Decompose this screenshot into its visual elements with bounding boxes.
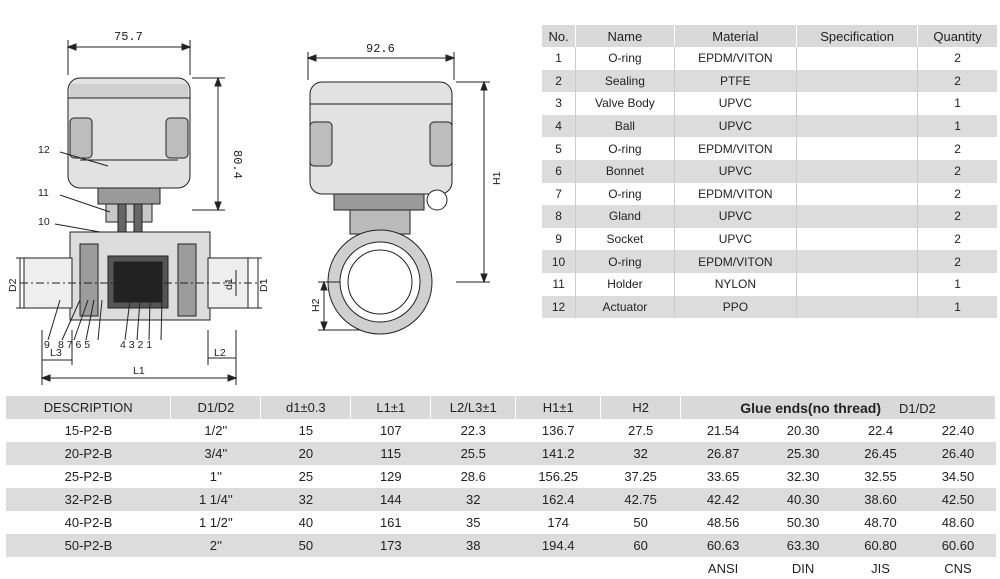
table-cell [797,70,918,93]
table-cell: PPO [674,296,796,319]
column-header: Name [576,25,675,47]
table-row [6,465,996,488]
table-row [542,70,997,93]
table-row [6,534,996,557]
table-cell: 27.5 [627,423,654,438]
table-cell: 32.30 [786,469,820,484]
standard-label: ANSI [681,557,766,579]
table-cell: 37.25 [624,469,657,484]
table-cell: 194.4 [516,534,601,557]
table-cell: 60 [601,534,681,557]
table-cell: 2 [918,160,997,183]
table-cell: 50 [633,515,648,530]
column-header: No. [542,25,576,47]
table-cell: 1/2'' [204,423,228,438]
table-cell [797,115,918,138]
table-cell: 6 [542,160,576,183]
table-row [542,183,997,206]
table-row [542,47,997,70]
table-cell: 2 [542,70,576,93]
table-cell: 25-P2-B [64,469,113,484]
table-cell: 15 [298,423,314,438]
table-cell: 25 [298,469,314,484]
table-cell: EPDM/VITON [674,250,796,273]
table-cell: Sealing [576,70,675,93]
table-cell: 32 [601,442,681,465]
table-row [542,160,997,183]
table-cell: 32-P2-B [6,488,171,511]
callout-11: 11 [38,187,49,199]
table-row [6,442,996,465]
table-cell: 7 [542,183,576,206]
spec-body [6,419,996,557]
column-header: H2 [601,396,681,419]
table-cell: 2 [918,250,997,273]
table-cell: Socket [576,228,675,251]
callout-12: 12 [38,144,50,156]
table-row [542,115,997,138]
table-cell: 144 [351,488,431,511]
table-cell: UPVC [674,205,796,228]
table-cell: 1'' [209,469,222,484]
table-cell: 2 [954,141,961,156]
table-cell: 22.4 [867,423,894,438]
table-cell: 4 [542,115,576,138]
table-cell: 40 [298,515,314,530]
table-cell: 40.30 [766,488,841,511]
standards-spacer [6,557,681,579]
callouts-4-1: 4 3 2 1 [120,339,153,351]
dim-D2-label: D2 [7,278,19,292]
table-cell: 2 [918,205,997,228]
table-cell: 2 [954,186,961,201]
table-cell: UPVC [674,92,796,115]
column-header: L2/L3±1 [431,396,516,419]
table-cell: 38.60 [841,488,921,511]
table-cell: 136.7 [541,423,575,438]
column-header: d1±0.3 [261,396,351,419]
table-cell: 34.50 [941,469,975,484]
table-cell: O-ring [576,250,675,273]
table-cell: Gland [576,205,675,228]
table-cell: 38 [431,534,516,557]
table-row [6,419,996,442]
dim-L1-label: L1 [133,365,145,377]
column-header: DESCRIPTION [6,396,171,419]
column-header: Material [674,25,796,47]
table-cell: 22.3 [460,423,486,438]
table-cell: 25.30 [766,442,841,465]
glue-ends-title: Glue ends(no thread) [740,399,882,416]
table-row [6,511,996,534]
table-cell: 129 [379,469,402,484]
table-cell [797,228,918,251]
standard-label: DIN [766,557,841,579]
table-cell [797,205,918,228]
callout-10: 10 [38,216,50,228]
dim-actuator-height: 80.4 [230,150,244,179]
table-cell: 60.60 [920,534,995,557]
table-cell: 3 [542,92,576,115]
table-cell: Bonnet [576,160,675,183]
table-cell: 21.54 [706,423,740,438]
dim-h1-label: H1 [491,171,503,185]
table-cell: UPVC [674,228,796,251]
table-cell: 60.63 [681,534,766,557]
table-cell: 11 [542,273,576,296]
table-cell: EPDM/VITON [674,137,796,160]
table-cell: 3/4'' [171,442,261,465]
table-cell: UPVC [674,115,796,138]
table-cell: 26.87 [681,442,766,465]
table-cell [797,47,918,70]
table-cell: 20-P2-B [6,442,171,465]
standard-label: JIS [841,557,921,579]
table-cell: 32.55 [864,469,897,484]
spec-table [6,396,996,579]
glue-ends-subtitle: D1/D2 [899,400,936,416]
table-cell: 15-P2-B [64,423,113,438]
standard-label: CNS [920,557,995,579]
table-cell: 50.30 [786,515,820,530]
table-cell: 50-P2-B [6,534,171,557]
table-row [542,250,997,273]
table-cell: 115 [351,442,431,465]
table-row [542,92,997,115]
table-cell: 20.30 [786,423,820,438]
dim-D1-label: D1 [258,278,270,292]
table-cell: 48.60 [941,515,975,530]
table-cell: 26.40 [920,442,995,465]
table-cell: 60.80 [841,534,921,557]
standards-row [6,557,996,579]
parts-header-row [542,25,997,47]
table-cell: 35 [466,515,481,530]
table-cell: 5 [542,137,576,160]
column-header: H1±1 [516,396,601,419]
column-header: Quantity [918,25,997,47]
table-cell: Holder [576,273,675,296]
table-cell: 42.75 [601,488,681,511]
table-cell: Valve Body [576,92,675,115]
table-cell [797,250,918,273]
table-cell: Actuator [576,296,675,319]
table-cell: Ball [576,115,675,138]
table-cell: 173 [351,534,431,557]
table-cell [797,296,918,319]
table-cell: 2 [954,232,961,247]
table-cell [797,137,918,160]
table-cell: 107 [379,423,402,438]
table-cell [797,160,918,183]
table-cell: 161 [379,515,402,530]
table-cell: 25.5 [431,442,516,465]
table-row [542,205,997,228]
table-cell: 12 [542,296,576,319]
table-cell: 1 [918,296,997,319]
table-cell: O-ring [576,183,675,206]
table-cell: 22.40 [941,423,975,438]
table-cell [797,92,918,115]
column-header: Specification [797,25,918,47]
table-cell: 2'' [171,534,261,557]
table-cell: 63.30 [766,534,841,557]
table-cell: 9 [542,228,576,251]
table-cell: 2 [954,51,961,66]
dim-width-front: 75.7 [114,30,143,44]
table-cell: PTFE [674,70,796,93]
table-cell: 1 [954,96,961,111]
table-cell [797,183,918,206]
table-cell: 1 1/4'' [171,488,261,511]
callouts-8-5: 8 7 6 5 [58,339,91,351]
dim-L2-label: L2 [214,347,226,359]
table-row [542,273,997,296]
table-row [542,296,997,319]
table-cell: NYLON [674,273,796,296]
table-cell: EPDM/VITON [674,183,796,206]
table-cell: 48.70 [864,515,897,530]
glue-ends-header [681,396,996,419]
table-row [542,228,997,251]
table-cell: 20 [261,442,351,465]
dim-h2-label: H2 [310,298,322,312]
table-cell: 32 [431,488,516,511]
table-cell: 33.65 [706,469,740,484]
table-cell: 42.50 [920,488,995,511]
spec-header-row [6,396,996,419]
table-cell: 1 1/2'' [198,515,233,530]
parts-table [542,25,997,318]
table-cell: 141.2 [516,442,601,465]
table-cell: 26.45 [841,442,921,465]
table-row [542,137,997,160]
callout-9: 9 [44,339,50,351]
table-cell: 8 [542,205,576,228]
valve-technical-drawing [0,0,540,390]
parts-body [542,47,997,318]
table-cell: O-ring [576,137,675,160]
table-cell: 162.4 [516,488,601,511]
table-cell: 174 [547,515,570,530]
table-cell [797,273,918,296]
table-cell: 32 [261,488,351,511]
table-cell: 48.56 [706,515,740,530]
column-header: D1/D2 [171,396,261,419]
table-cell: 1 [954,277,961,292]
table-cell: UPVC [674,160,796,183]
dim-width-side: 92.6 [366,42,395,56]
table-cell: O-ring [576,47,675,70]
table-cell: 42.42 [681,488,766,511]
column-header: L1±1 [351,396,431,419]
table-cell: 10 [542,250,576,273]
table-cell: 50 [261,534,351,557]
dim-d1-label: d1 [223,278,235,290]
table-cell: 156.25 [538,469,579,484]
table-cell: 1 [918,115,997,138]
table-cell: EPDM/VITON [674,47,796,70]
table-cell: 28.6 [460,469,486,484]
table-cell: 1 [542,47,576,70]
table-cell: 2 [918,70,997,93]
table-cell: 40-P2-B [64,515,113,530]
dim-L3-label: L3 [50,347,62,359]
table-row [6,488,996,511]
